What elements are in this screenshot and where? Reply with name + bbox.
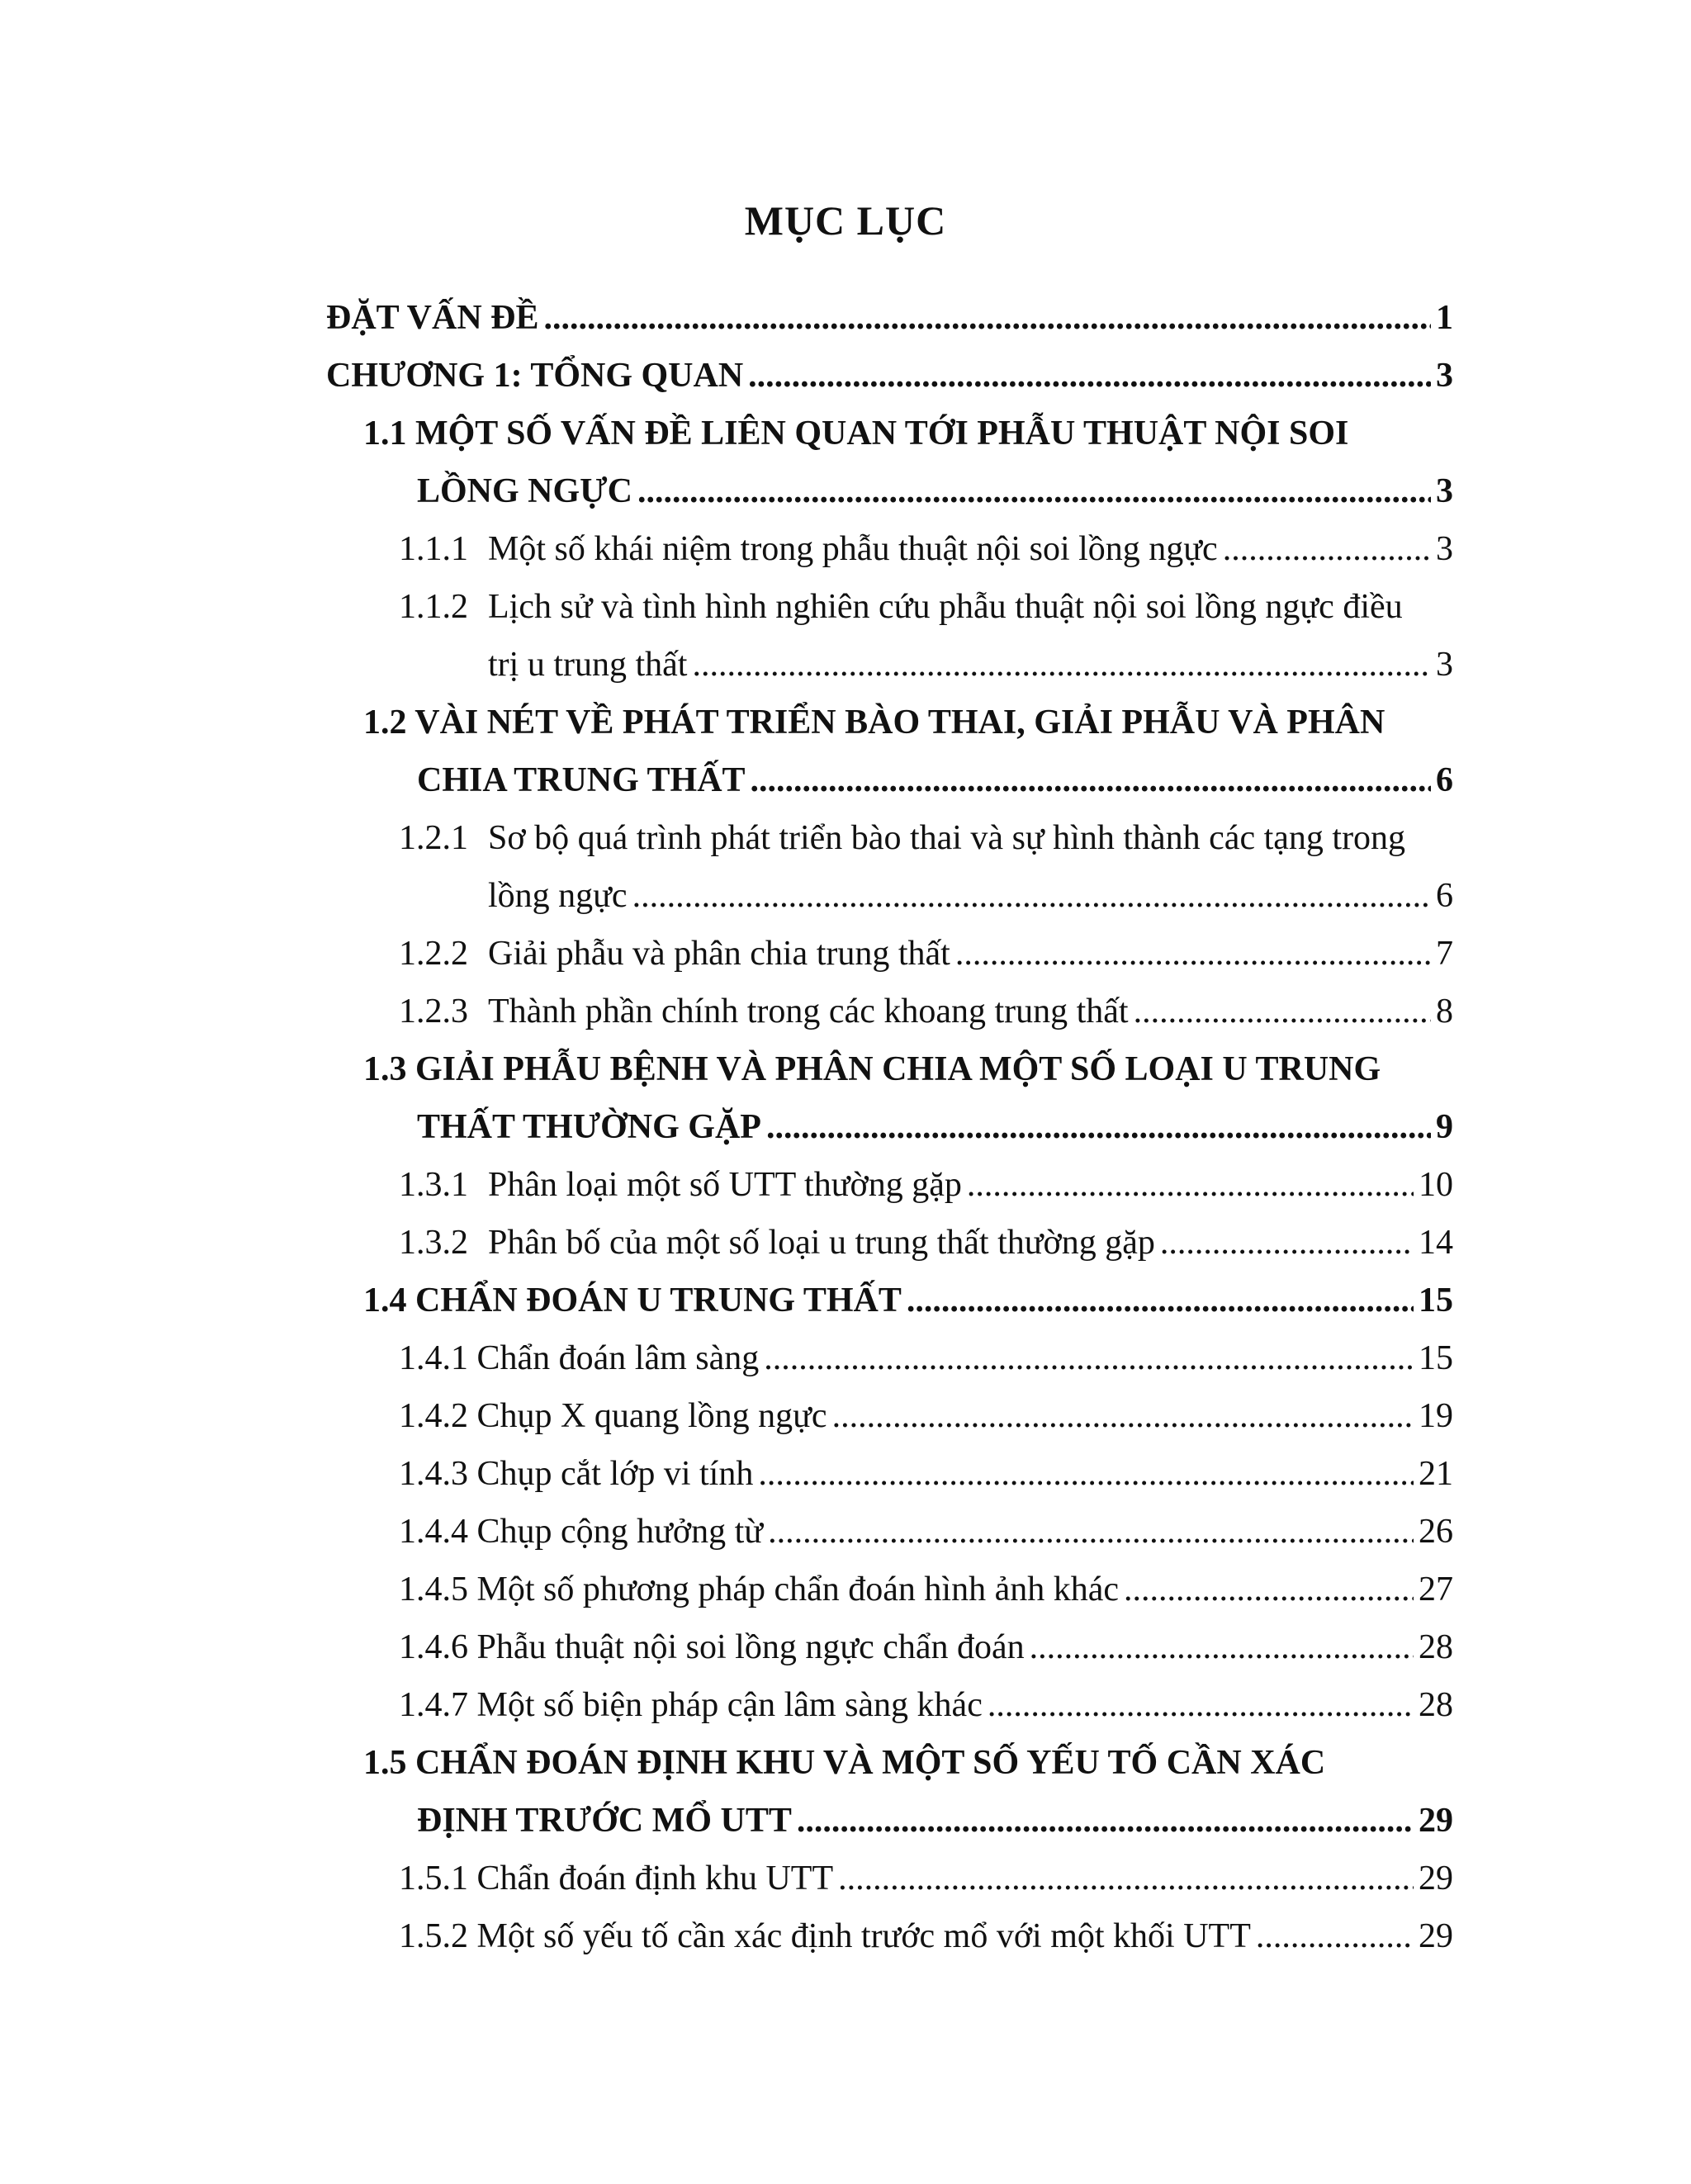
dot-leader xyxy=(1030,1618,1414,1676)
toc-entry-1-4-3[interactable] xyxy=(399,1445,1453,1503)
toc-page-number: 6 xyxy=(1436,877,1453,915)
toc-page-number: 29 xyxy=(1419,1802,1453,1840)
toc-page-number: 3 xyxy=(1436,646,1453,684)
toc-entry-1-4-2[interactable] xyxy=(399,1387,1453,1445)
dot-leader xyxy=(768,1503,1414,1561)
toc-entry-title: Thành phần chính trong các khoang trung thất xyxy=(488,993,1129,1030)
toc-entry-title: 1.4.2 Chụp X quang lồng ngực xyxy=(399,1397,827,1435)
toc-entry-title: 1.4.1 Chẩn đoán lâm sàng xyxy=(399,1339,760,1377)
toc-entry-title: 1.5.2 Một số yếu tố cần xác định trước mổ với một khối UTT xyxy=(399,1917,1251,1955)
toc-entry-title-cont: THẤT THƯỜNG GẶP xyxy=(417,1108,761,1146)
toc-entry-title: Giải phẫu và phân chia trung thất xyxy=(488,935,950,973)
dot-leader xyxy=(1256,1907,1414,1965)
toc-entry-1-2-3[interactable] xyxy=(399,983,1453,1040)
dot-leader xyxy=(1160,1214,1414,1272)
toc-entry-title: 1.4.4 Chụp cộng hưởng từ xyxy=(399,1513,764,1551)
toc-entry-1-5-line1[interactable] xyxy=(363,1734,1453,1792)
toc-entry-title-cont: LỒNG NGỰC xyxy=(417,472,632,510)
toc-entry-title: CHƯƠNG 1: TỔNG QUAN xyxy=(326,357,744,395)
dot-leader xyxy=(544,289,1432,347)
toc-page-number: 3 xyxy=(1436,357,1453,395)
toc-entry-title: 1.4.3 Chụp cắt lớp vi tính xyxy=(399,1455,754,1493)
toc-entry-title: 1.4.5 Một số phương pháp chẩn đoán hình ảnh khác xyxy=(399,1570,1119,1608)
toc-entry-1-2-1-line2[interactable] xyxy=(488,867,1453,925)
toc-entry-1-5-1[interactable] xyxy=(399,1850,1453,1907)
dot-leader xyxy=(637,462,1431,520)
toc-page-number: 29 xyxy=(1419,1859,1453,1897)
toc-entry-1-3-2[interactable] xyxy=(399,1214,1453,1272)
dot-leader xyxy=(748,347,1431,405)
toc-entry-title-cont: CHIA TRUNG THẤT xyxy=(417,761,746,799)
toc-page-number: 8 xyxy=(1436,993,1453,1030)
toc-entry-title: Sơ bộ quá trình phát triển bào thai và sự hình thành các tạng trong xyxy=(488,819,1406,857)
toc-entry-title: 1.2 VÀI NÉT VỀ PHÁT TRIỂN BÀO THAI, GIẢI PHẪU VÀ PHÂN xyxy=(363,704,1385,741)
dot-leader xyxy=(907,1272,1414,1329)
dot-leader xyxy=(838,1850,1414,1907)
toc-page-number: 29 xyxy=(1419,1917,1453,1955)
toc-entry-1-4-1[interactable] xyxy=(399,1329,1453,1387)
toc-page-number: 9 xyxy=(1436,1108,1453,1146)
toc-entry-1-1-line2[interactable] xyxy=(417,462,1453,520)
toc-entry-1-2-line2[interactable] xyxy=(417,751,1453,809)
toc-entry-title: 1.4.7 Một số biện pháp cận lâm sàng khác xyxy=(399,1686,983,1724)
toc-entry-number: 1.2.2 xyxy=(399,935,468,973)
toc-entry-1-5-2[interactable] xyxy=(399,1907,1453,1965)
page-title: MỤC LỤC xyxy=(744,197,947,244)
toc-page-number: 28 xyxy=(1419,1628,1453,1666)
toc-entry-1-2-1-line1[interactable] xyxy=(399,809,1453,867)
toc-page-number: 28 xyxy=(1419,1686,1453,1724)
toc-entry-title: 1.4.6 Phẫu thuật nội soi lồng ngực chẩn đoán xyxy=(399,1628,1025,1666)
toc-entry-number: 1.1.1 xyxy=(399,530,468,568)
toc-entry-title: 1.4 CHẨN ĐOÁN U TRUNG THẤT xyxy=(363,1282,902,1319)
dot-leader xyxy=(1223,520,1431,578)
dot-leader xyxy=(967,1156,1414,1214)
toc-page-number: 14 xyxy=(1419,1224,1453,1262)
toc-page-number: 10 xyxy=(1419,1166,1453,1204)
toc-entry-dat-van-de[interactable] xyxy=(326,289,1453,347)
toc-page-number: 7 xyxy=(1436,935,1453,973)
toc-entry-1-3-1[interactable] xyxy=(399,1156,1453,1214)
toc-entry-1-4-4[interactable] xyxy=(399,1503,1453,1561)
toc-page-number: 1 xyxy=(1436,299,1453,337)
toc-entry-1-1-2-line1[interactable] xyxy=(399,578,1453,636)
toc-entry-1-4-7[interactable] xyxy=(399,1676,1453,1734)
toc-entry-title: Phân bố của một số loại u trung thất thường gặp xyxy=(488,1224,1155,1262)
toc-entry-title: 1.3 GIẢI PHẪU BỆNH VÀ PHÂN CHIA MỘT SỐ LOẠI U TRUNG xyxy=(363,1050,1381,1088)
toc-entry-1-5-line2[interactable] xyxy=(417,1792,1453,1850)
toc-entry-title: Phân loại một số UTT thường gặp xyxy=(488,1166,962,1204)
toc-page-number: 15 xyxy=(1419,1339,1453,1377)
toc-page-number: 26 xyxy=(1419,1513,1453,1551)
toc-entry-title: Một số khái niệm trong phẫu thuật nội soi lồng ngực xyxy=(488,530,1218,568)
toc-entry-1-1-line1[interactable] xyxy=(363,405,1453,462)
toc-page-number: 3 xyxy=(1436,472,1453,510)
toc-entry-chuong-1[interactable] xyxy=(326,347,1453,405)
dot-leader xyxy=(988,1676,1414,1734)
toc-page-number: 15 xyxy=(1419,1282,1453,1319)
toc-entry-title-cont: lồng ngực xyxy=(488,877,628,915)
toc-page-number: 6 xyxy=(1436,761,1453,799)
toc-entry-title-cont: trị u trung thất xyxy=(488,646,688,684)
dot-leader xyxy=(632,867,1431,925)
toc-page-number: 3 xyxy=(1436,530,1453,568)
dot-leader xyxy=(751,751,1431,809)
toc-page-number: 19 xyxy=(1419,1397,1453,1435)
toc-entry-number: 1.3.1 xyxy=(399,1166,468,1204)
toc-entry-title: ĐẶT VẤN ĐỀ xyxy=(326,299,539,337)
toc-page-number: 27 xyxy=(1419,1570,1453,1608)
dot-leader xyxy=(758,1445,1414,1503)
toc-entry-title: 1.5 CHẨN ĐOÁN ĐỊNH KHU VÀ MỘT SỐ YẾU TỐ CẦN XÁC xyxy=(363,1744,1326,1782)
toc-entry-title: Lịch sử và tình hình nghiên cứu phẫu thuật nội soi lồng ngực điều xyxy=(488,588,1403,626)
toc-page-number: 21 xyxy=(1419,1455,1453,1493)
dot-leader xyxy=(797,1792,1414,1850)
toc-entry-number: 1.2.3 xyxy=(399,993,468,1030)
toc-entry-1-1-1[interactable] xyxy=(399,520,1453,578)
toc-entry-number: 1.2.1 xyxy=(399,819,468,857)
toc-entry-title: 1.5.1 Chẩn đoán định khu UTT xyxy=(399,1859,834,1897)
toc-entry-number: 1.1.2 xyxy=(399,588,468,626)
dot-leader xyxy=(1134,983,1431,1040)
toc-entry-title-cont: ĐỊNH TRƯỚC MỔ UTT xyxy=(417,1802,792,1840)
toc-entry-1-4-5[interactable] xyxy=(399,1561,1453,1618)
toc-entry-1-2-2[interactable] xyxy=(399,925,1453,983)
dot-leader xyxy=(1124,1561,1414,1618)
dot-leader xyxy=(766,1098,1431,1156)
toc-entry-1-4-6[interactable] xyxy=(399,1618,1453,1676)
toc-entry-1-1-2-line2[interactable] xyxy=(488,636,1453,694)
dot-leader xyxy=(692,636,1431,694)
dot-leader xyxy=(955,925,1431,983)
toc-entry-1-3-line1[interactable] xyxy=(363,1040,1453,1098)
toc-entry-1-2-line1[interactable] xyxy=(363,694,1453,751)
dot-leader xyxy=(832,1387,1414,1445)
dot-leader xyxy=(764,1329,1414,1387)
toc-entry-1-3-line2[interactable] xyxy=(417,1098,1453,1156)
toc-entry-number: 1.3.2 xyxy=(399,1224,468,1262)
toc-entry-title: 1.1 MỘT SỐ VẤN ĐỀ LIÊN QUAN TỚI PHẪU THUẬT NỘI SOI xyxy=(363,415,1349,452)
toc-entry-1-4[interactable] xyxy=(363,1272,1453,1329)
